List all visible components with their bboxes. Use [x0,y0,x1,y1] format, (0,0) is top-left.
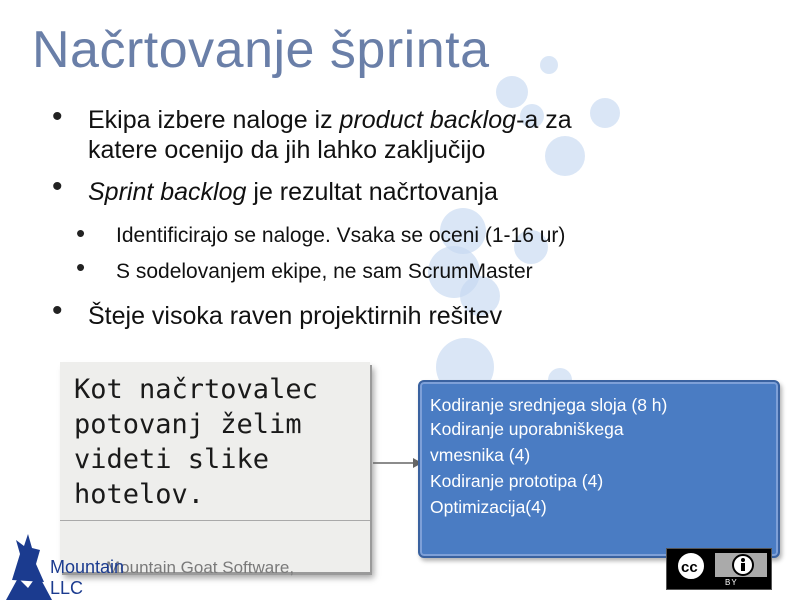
decorative-bubble [590,98,620,128]
bullet-emphasis: Sprint backlog [88,178,247,206]
task-item: Optimizacija(4) [430,497,547,517]
decorative-bubble [540,56,558,74]
bullet-dot: • [52,170,63,203]
bullet-text-part: -a za [516,106,572,134]
cc-icon [667,549,771,589]
arrow-right-icon [373,455,423,471]
decorative-bubble [545,136,585,176]
creative-commons-badge [666,548,772,590]
logo-llc: LLC [50,578,84,598]
card-divider [60,520,370,521]
task-item: vmesnika (4) [430,445,531,465]
task-item: Kodiranje uporabniškega [430,419,624,439]
sub-bullet-text: S sodelovanjem ekipe, ne sam ScrumMaster [116,260,533,283]
bullet-text [88,104,572,136]
sub-bullet-dot: • [76,218,86,248]
user-story-card [60,362,370,577]
license-label: BY [725,578,738,587]
sub-bullet-text: Identificirajo se naloge. Vsaka se oceni (1-16 ur) [116,224,566,247]
mountain-goat-logo [6,520,52,600]
sub-bullet-dot: • [76,252,86,282]
task-item: Kodiranje srednjega sloja (8 h) [430,395,668,415]
card-footer: Mountain Goat Software, [106,558,295,577]
bullet-dot: • [52,294,63,327]
task-item: Kodiranje prototipa (4) [430,471,604,491]
bullet-text-part: Ekipa izbere naloge iz [88,106,340,134]
bullet-text: Šteje visoka raven projektirnih rešitev [88,302,503,330]
slide-title: Načrtovanje šprinta [32,21,490,79]
svg-text:cc: cc [681,559,698,576]
bullet-emphasis: product backlog [339,106,517,134]
bullet-dot: • [52,100,63,133]
logo-text: Mountain [50,557,125,577]
bullet-text-part: je rezultat načrtovanja [246,178,498,206]
bullet-text-continuation: katere ocenijo da jih lahko zaključijo [88,136,486,164]
task-list-box [418,380,780,558]
bullet-text [88,176,498,208]
user-story-text: Kot načrtovalec potovanj želim videti slike hotelov. [74,374,318,510]
